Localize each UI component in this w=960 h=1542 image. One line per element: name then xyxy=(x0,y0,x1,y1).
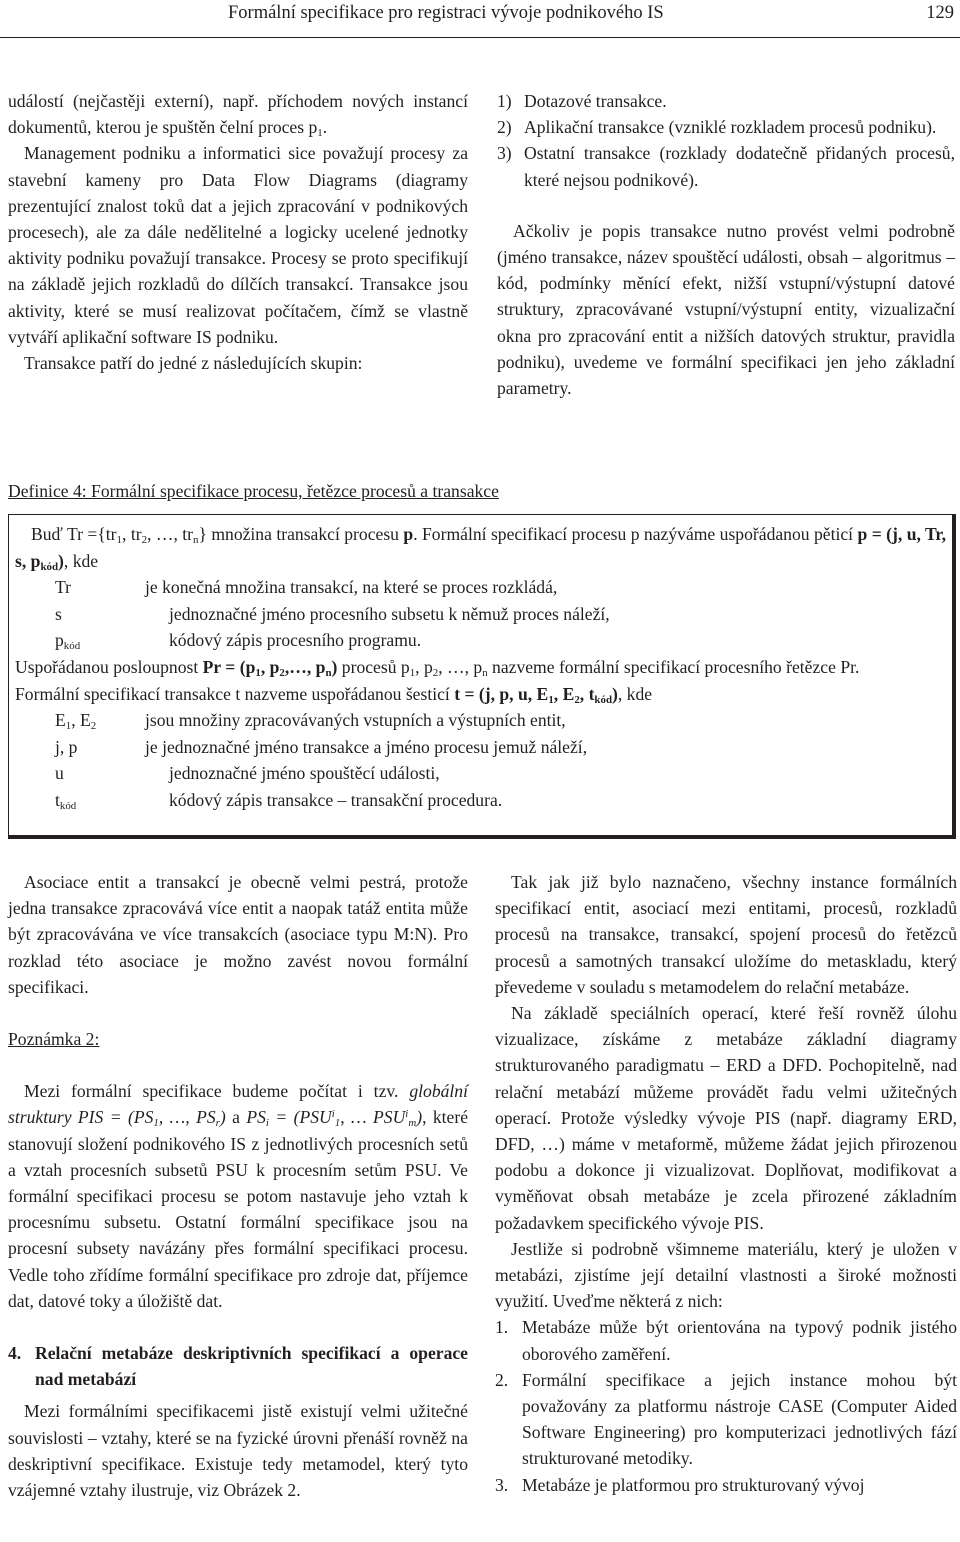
definition-row: Tr je konečná množina transakcí, na které se proces rozkládá, xyxy=(55,577,558,598)
subscript: 1 xyxy=(317,127,323,140)
left-column-bottom xyxy=(8,869,468,1503)
paragraph: Tak jak již bylo naznačeno, všechny instance formálních specifikací entit, asociací mezi entitami, procesů, rozkladů procesů na transakce, transakcí, spojení procesů do řetězců procesů a samotných transakcí uložíme do metaskladu, který převedeme v souladu s metamodelem do relační metabáze. xyxy=(495,872,957,997)
list-item: 3. Metabáze je platformou pro strukturovaný vývoj xyxy=(495,1474,865,1495)
paragraph: Transakce patří do jedné z následujících skupin: xyxy=(24,353,363,374)
paragraph xyxy=(8,88,468,140)
list-text: Dotazové transakce. xyxy=(524,91,667,111)
list-item: 1. Metabáze může být orientována na typový podnik jistého oborového zaměření. xyxy=(495,1317,957,1364)
list-number: 3) xyxy=(497,143,512,164)
list-item xyxy=(497,114,955,140)
list-text: Ostatní transakce (rozklady dodatečně přidaných procesů, které nejsou podnikové). xyxy=(524,143,955,190)
right-column-bottom xyxy=(495,869,957,1498)
list-item xyxy=(497,88,955,114)
left-column-top xyxy=(8,88,468,376)
page-number: 129 xyxy=(926,3,954,23)
definition-row: $E_1$, $E_2$ jsou množiny zpracovávaných vstupních a výstupních entit, xyxy=(55,710,566,733)
definition-title: Definice 4: Formální specifikace procesu, řetězce procesů a transakce xyxy=(8,481,499,501)
list-number: 2) xyxy=(497,117,512,138)
definition-row: s jednoznačné jméno procesního subsetu k němuž proces náleží, xyxy=(55,603,610,624)
definition-row: $p_{kód}$ kódový zápis procesního programu. xyxy=(55,630,422,653)
note-paragraph: Mezi formální specifikace budeme počítat i tzv. globální struktury PIS = ($PS_1$, …, $PS_r$) a $PS_i = (PSU^i_1$, … $PSU^i_m$), které stanovují složení podnikového IS z jednotlivých procesních setů a vztah procesních subsetů PSU k procesním setům PSU. Ve formální specifikaci procesu se potom nastavuje jeho vztah k procesnímu subsetu. Ostatní formální specifikace jsou na procesní subsety navázány přes formální specifikaci procesu. Vedle toho zřídíme formální specifikace pro zdroje dat, příjemce dat, datové toky a úložiště dat. xyxy=(8,1081,469,1311)
running-header xyxy=(0,0,960,40)
paragraph: Ačkoliv je popis transakce nutno provést velmi podrobně (jméno transakce, název spouštěcí události, obsah – algoritmus – kód, podmínky měnící efekt, nižší vstupní/výstupní datové struktury, zpracovávané vstupní/výstupní entity, vizualizační okna pro zpracování entit a nižších datových struktur, pravidla podniku), uvedeme ve formální specifikaci jen jeho základní parametry. xyxy=(497,220,955,399)
text: . xyxy=(322,117,328,138)
text: událostí (nejčastěji externí), např. příchodem nových instancí dokumentů, kterou je spuštěn čelní proces p xyxy=(8,91,468,138)
right-column-top xyxy=(497,88,955,401)
list-number: 1) xyxy=(497,91,512,111)
list-item: 2. Formální specifikace a jejich instance mohou být považovány za platformu nástroje CASE (Computer Aided Software Engineering) pro komputerizaci jednotlivých fází strukturované metodiky. xyxy=(495,1369,957,1469)
paragraph: Asociace entit a transakcí je obecně velmi pestrá, protože jedna transakce zpracovává více entit a naopak tatáž entita může být zpracovávána ve více transakcích (asociace typu M:N). Pro rozklad této asociace je možno zavést novou formální specifikaci. xyxy=(8,872,468,997)
definition-row: u jednoznačné jméno spouštěcí události, xyxy=(55,763,440,784)
paragraph: Mezi formálními specifikacemi jistě existují velmi užitečné souvislosti – vztahy, které se na fyzické úrovni přenáší rovněž na deskriptivní specifikace. Existuje tedy metamodel, který tyto vzájemné vztahy ilustruje, viz Obrázek 2. xyxy=(8,1401,468,1501)
paragraph: Management podniku a informatici sice považují procesy za stavební kameny pro Data Flow Diagrams (diagramy prezentující znalost toků dat a jejich zpracování v podnikových procesech), ale za dále nedělitelné a logicky ucelené jednotky aktivity podniku považují transakce. Procesy se proto specifikují na základě jejich rozkladů do dílčích transakcí. Transakce jsou aktivity, které se musí realizovat počítačem, čímž se vlastně vytváří aplikační software IS podniku. xyxy=(8,143,468,347)
definition-box xyxy=(8,514,956,839)
definition-row: j, p je jednoznačné jméno transakce a jméno procesu jemuž náleží, xyxy=(55,736,588,757)
definition-line: Uspořádanou posloupnost $Pr = (p_1$, $p_2,\dots$, $p_n$) procesů $p_1$, $p_2$, …, $p_n$ nazveme formální specifikací procesního řetězce Pr. xyxy=(15,656,860,679)
paragraph: Na základě speciálních operací, které řeší rovněž úlohu vizualizace, získáme z metabáze základní diagramy strukturovaného paradigmatu – ERD a DFD. Pochopitelně, nad relační metabází můžeme provádět řadu velmi užitečných operací. Protože výsledky vývoje PIS (např. diagramy ERD, DFD, …) máme v metaformě, můžeme žádat jejich přirozenou podobu a dokonce ji vizualizovat. Doplňovat, modifikovat a vyměňovat obsah metabáze je zcela přirozené základním požadavkem specifického vývoje PIS. xyxy=(495,1003,957,1233)
paragraph: Jestliže si podrobně všimneme materiálu, který je uložen v metabázi, zjistíme její detailní vlastnosti a široké možnosti využití. Uveďme některá z nich: xyxy=(495,1238,957,1312)
definition-line: Formální specifikací transakce t nazveme uspořádanou šesticí t = (j, p, u, $E_1$, $E_2$, $t_{kód}$), kde xyxy=(15,683,653,706)
note-title: Poznámka 2: xyxy=(8,1029,100,1050)
list-text: Aplikační transakce (vzniklé rozkladem procesů podniku). xyxy=(524,117,937,138)
definition-line: Buď $Tr =\{tr_1$, $tr_2$, …, $tr_n$} množina transakcí procesu p. Formální specifikací procesu p nazýváme uspořádanou pěticí p = (j, u, Tr, s, $p_{kód}$), kde xyxy=(15,524,947,573)
list-item xyxy=(497,140,955,192)
running-title: Formální specifikace pro registraci vývoje podnikového IS xyxy=(228,3,664,23)
definition-row: $t_{kód}$ kódový zápis transakce – transakční procedura. xyxy=(55,789,503,812)
header-rule xyxy=(0,37,960,38)
section-heading: 4. Relační metabáze deskriptivních specifikací a operace nad metabází xyxy=(8,1343,468,1390)
